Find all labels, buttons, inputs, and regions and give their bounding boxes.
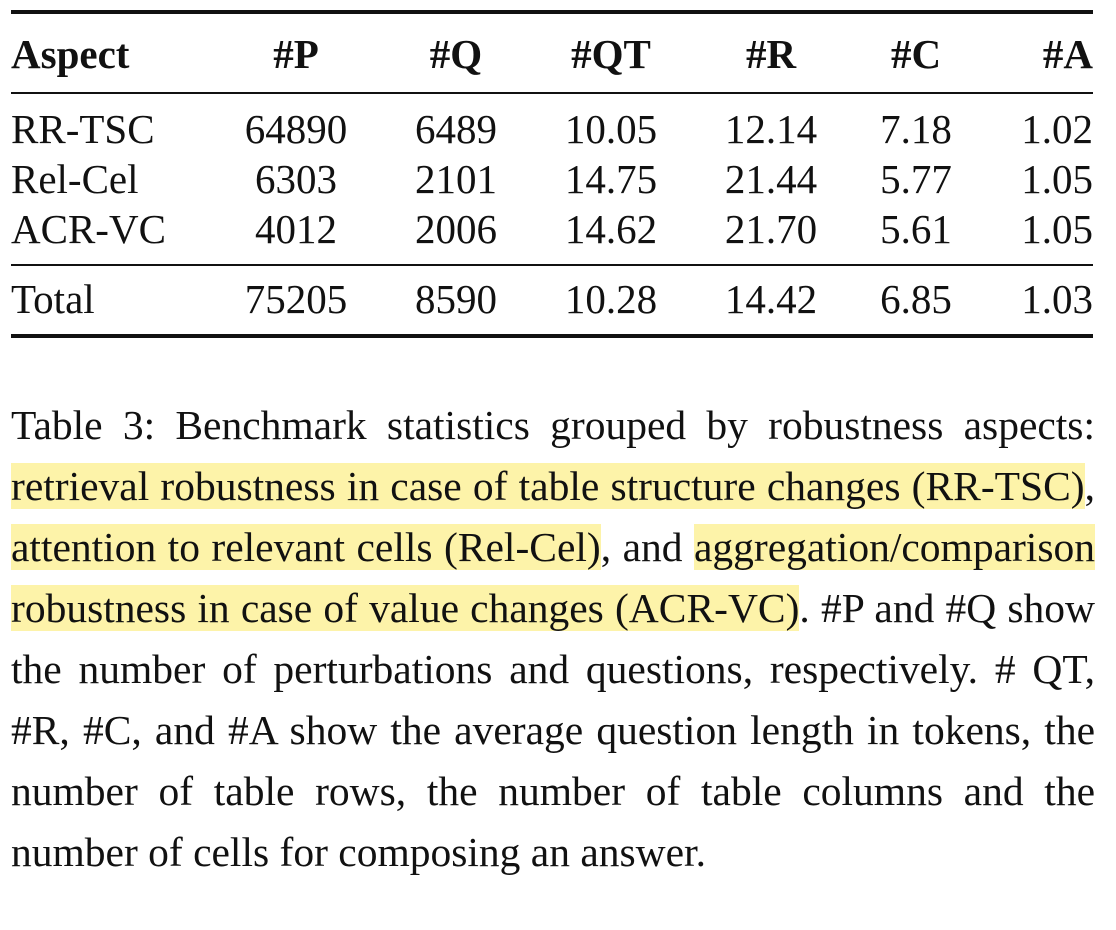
table-row bbox=[11, 154, 1093, 204]
header-row bbox=[11, 14, 1093, 92]
table-caption bbox=[11, 395, 1095, 883]
statistics-table bbox=[11, 10, 1093, 338]
table-cell: 14.62 bbox=[564, 206, 658, 252]
table-row bbox=[11, 94, 1093, 154]
caption-text: Table 3: Benchmark statistics grouped by robustness aspects: bbox=[11, 402, 1095, 448]
caption-text: , and bbox=[600, 524, 694, 570]
table-cell: 14.42 bbox=[724, 276, 818, 322]
table-cell: Total bbox=[11, 276, 95, 322]
table-cell: 21.70 bbox=[724, 206, 818, 252]
table-cell: 10.28 bbox=[564, 276, 658, 322]
caption-highlight-acr-vc: aggregation/comparison robustness in case of value changes (ACR-VC) bbox=[11, 524, 1095, 631]
header-cell-aspect: Aspect bbox=[11, 31, 130, 77]
table-cell: 64890 bbox=[244, 106, 348, 152]
caption-highlight-rel-cel: attention to relevant cells (Rel-Cel) bbox=[11, 524, 601, 570]
bottom-rule bbox=[11, 334, 1093, 338]
caption-text: , bbox=[1084, 463, 1095, 509]
header-cell-c: #C bbox=[890, 31, 942, 77]
table-cell: 8590 bbox=[415, 276, 497, 322]
caption-text: . #P and #Q show the number of perturbations and questions, respectively. # QT, #R, #C, and #A show the average question length in tokens, the number of table rows, the number of table columns and the number of cells for composing an answer. bbox=[11, 585, 1095, 875]
table-cell: 1.05 bbox=[1021, 206, 1093, 252]
table-cell: 7.18 bbox=[880, 106, 952, 152]
table-cell: 75205 bbox=[244, 276, 348, 322]
table-cell: 21.44 bbox=[724, 156, 818, 202]
table-cell: 6.85 bbox=[880, 276, 952, 322]
table-cell: 2101 bbox=[415, 156, 497, 202]
table-cell: 2006 bbox=[415, 206, 497, 252]
table-cell: 5.77 bbox=[880, 156, 952, 202]
header-cell-r: #R bbox=[745, 31, 797, 77]
table-cell: 1.02 bbox=[1021, 106, 1093, 152]
table-cell: ACR-VC bbox=[11, 206, 166, 252]
table-cell: Rel-Cel bbox=[11, 156, 139, 202]
header-cell-a: #A bbox=[1042, 31, 1093, 77]
table-cell: RR-TSC bbox=[11, 106, 155, 152]
table-cell: 5.61 bbox=[880, 206, 952, 252]
table-cell: 6489 bbox=[415, 106, 497, 152]
table-cell: 10.05 bbox=[564, 106, 658, 152]
header-cell-p: #P bbox=[273, 31, 319, 77]
caption-highlight-rr-tsc: retrieval robustness in case of table structure changes (RR-TSC) bbox=[11, 463, 1085, 509]
table-row bbox=[11, 204, 1093, 264]
header-cell-q: #Q bbox=[429, 31, 483, 77]
table-cell: 1.05 bbox=[1021, 156, 1093, 202]
header-cell-qt: #QT bbox=[571, 31, 651, 77]
table-cell: 1.03 bbox=[1021, 276, 1093, 322]
table-cell: 6303 bbox=[255, 156, 337, 202]
table-cell: 4012 bbox=[255, 206, 337, 252]
table-cell: 12.14 bbox=[724, 106, 818, 152]
table-cell: 14.75 bbox=[564, 156, 658, 202]
total-row bbox=[11, 266, 1093, 334]
